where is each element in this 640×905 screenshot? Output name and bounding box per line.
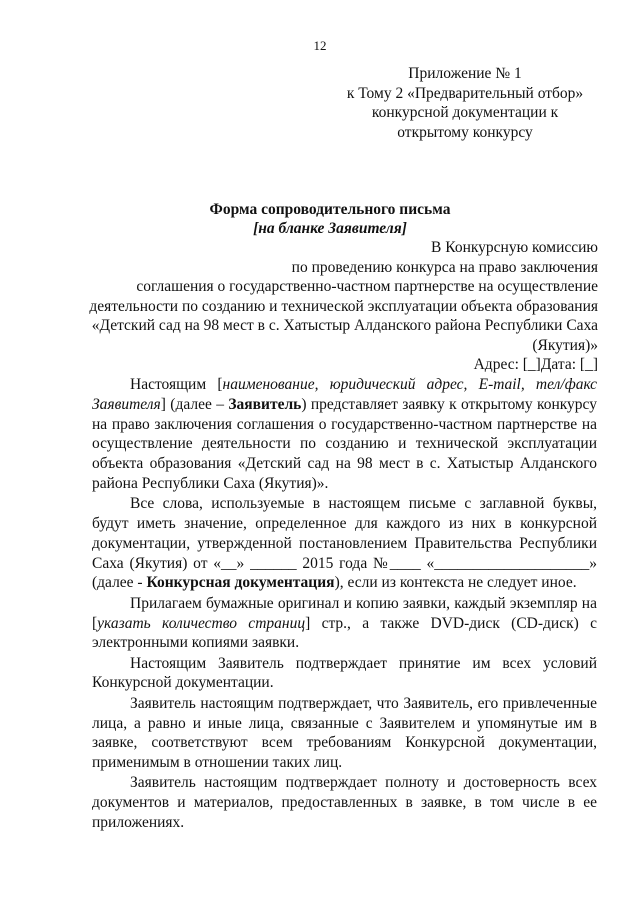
- addressee-line: В Конкурсную комиссию: [431, 239, 598, 256]
- addressee-block: [80, 238, 598, 355]
- addressee-line: соглашения о государственно-частном партнерстве на осуществление: [136, 278, 598, 295]
- appendix-line: Приложение № 1: [408, 65, 522, 82]
- form-title: Форма сопроводительного письма: [209, 201, 451, 218]
- address-date-line: Адрес: [_]Дата: [_]: [473, 356, 598, 373]
- text-run: Настоящим [: [130, 376, 223, 393]
- paragraph-definitions: [92, 494, 597, 593]
- appendix-header: [330, 64, 600, 142]
- paragraph-acceptance: Настоящим Заявитель подтверждает принятие им всех условий Конкурсной документации.: [92, 654, 597, 692]
- text-run: Прилагаем бумажные оригинал и копию заявки, каждый экземпляр на [: [92, 594, 597, 632]
- defined-term-documentation: Конкурсная документация: [146, 574, 335, 592]
- text-run: ] (далее –: [160, 395, 229, 413]
- text-run: ) представляет заявку к открытому конкурсу на право заключения соглашения о государственно-частном партнерстве на осуществление деятельности по созданию и технической эксплуатации объекта образования «Детский сад на 98 мест в с. Хатыстыр Алданского района Республики Саха (Якутия)».: [92, 395, 597, 492]
- placeholder-page-count: указать количество страниц: [97, 614, 306, 632]
- paragraph-completeness: Заявитель настоящим подтверждает полноту и достоверность всех документов и материалов, предоставленных в заявке, в том числе в ее приложениях.: [92, 774, 597, 832]
- addressee-line: деятельности по созданию и технической эксплуатации объекта образования: [89, 297, 598, 315]
- defined-term-applicant: Заявитель: [228, 395, 302, 413]
- paragraph-compliance: Заявитель настоящим подтверждает, что Заявитель, его привлеченные лица, а равно и иные лица, связанные с Заявителем и упомянутые им в заявке, соответствуют всем требованиям Конкурсной документации, применимым в отношении таких лиц.: [92, 694, 597, 772]
- placeholder-applicant-details: наименование, юридический адрес, E-mail, тел/факс Заявителя: [92, 376, 597, 413]
- addressee-line: (Якутия)»: [532, 336, 598, 354]
- letter-body: [92, 375, 597, 833]
- text-run: ] стр., а также DVD-диск (CD-диск) с электронными копиями заявки.: [92, 614, 597, 652]
- appendix-line: к Тому 2 «Предварительный отбор»: [346, 84, 584, 102]
- page-number: 12: [313, 38, 327, 53]
- appendix-line: открытому конкурсу: [397, 123, 533, 141]
- text-run: Все слова, используемые в настоящем письме с заглавной буквы, будут иметь значение, определенное для каждого из них в конкурсной документации, утвержденной постановлением Правительства Республики Саха (Якутия) от «__» ______ 2015 года №____ «____________________» (далее -: [92, 495, 597, 592]
- text-run: ), если из контекста не следует иное.: [334, 574, 577, 592]
- addressee-line: «Детский сад на 98 мест в с. Хатыстыр Алданского района Республики Саха: [91, 317, 598, 334]
- appendix-line: конкурсной документации к: [371, 104, 559, 121]
- paragraph-attachments: [92, 594, 597, 653]
- form-subtitle: [на бланке Заявителя]: [253, 220, 407, 237]
- addressee-line: по проведению конкурса на право заключения: [291, 258, 598, 276]
- paragraph-applicant: [92, 375, 597, 494]
